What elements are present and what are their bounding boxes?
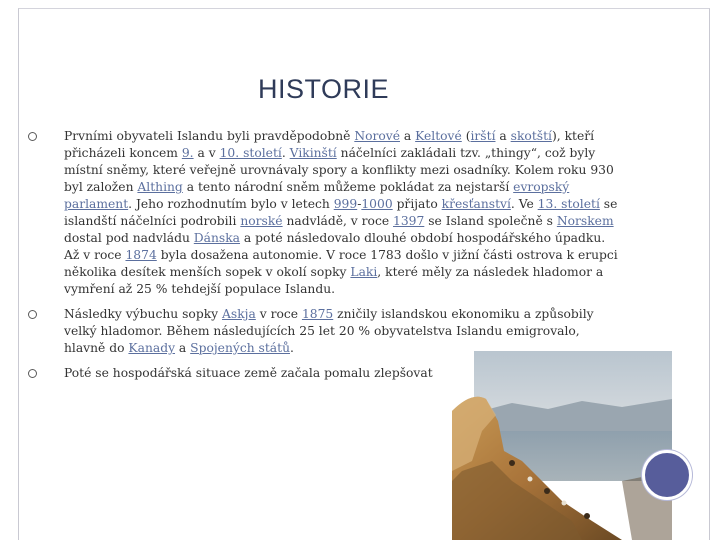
bullet-item: [28, 306, 622, 357]
wiki-link[interactable]: Vikinští: [289, 146, 337, 160]
wiki-link[interactable]: Keltové: [415, 129, 462, 143]
text-run: v roce: [255, 307, 302, 321]
wiki-link[interactable]: Spojených států: [190, 341, 290, 355]
text-run: a poté následovalo dlouhé období hospodářského úpadku. Až v roce: [64, 231, 606, 262]
slide-title: HISTORIE: [258, 74, 390, 104]
bullet-icon: [28, 132, 37, 141]
bullet-icon: [28, 310, 37, 319]
text-run: ), kteří přicházeli koncem: [64, 129, 595, 160]
wiki-link[interactable]: křesťanství: [441, 197, 511, 211]
wiki-link[interactable]: irští: [470, 129, 496, 143]
wiki-link[interactable]: 9.: [181, 146, 194, 160]
text-run: a v: [193, 146, 220, 160]
text-run: (: [461, 129, 471, 143]
text-run: -: [357, 197, 362, 211]
decorative-circle-icon: [642, 450, 692, 500]
wiki-link[interactable]: 10. století: [219, 146, 282, 160]
text-run: zničily islandskou ekonomiku a způsobily velký hladomor. Během následujících 25 let 20 % obyvatelstva Islandu emigrovalo, hlavně do: [64, 307, 594, 355]
text-run: dostal pod nadvládu: [64, 231, 194, 245]
wiki-link[interactable]: Laki: [350, 265, 378, 279]
wiki-link[interactable]: 1874: [125, 248, 157, 262]
wiki-link[interactable]: norské: [240, 214, 283, 228]
bullet-text: [64, 129, 618, 296]
landscape-painting-image: [452, 351, 672, 540]
wiki-link[interactable]: evropský: [513, 180, 570, 194]
wiki-link[interactable]: 1875: [301, 307, 334, 321]
text-run: nadvládě, v roce: [282, 214, 394, 228]
text-run: Prvními obyvateli Islandu byli pravděpodobně: [64, 129, 355, 143]
text-run: , které měly za následek hladomor a vymření až 25 % tehdejší populace Islandu.: [64, 265, 604, 296]
wiki-link[interactable]: Norskem: [556, 214, 614, 228]
text-run: a tento národní sněm můžeme pokládat za nejstarší: [182, 180, 514, 194]
bullet-text: [64, 366, 433, 380]
wiki-link[interactable]: 1000: [361, 197, 393, 211]
wiki-link[interactable]: 1397: [393, 214, 425, 228]
text-run: byla dosažena autonomie. V roce 1783 došlo v jižní části ostrova k erupci několika desítek menších sopek v okolí sopky: [64, 248, 618, 279]
text-run: Následky výbuchu sopky: [64, 307, 223, 321]
text-run: a: [175, 341, 191, 355]
wiki-link[interactable]: 999: [333, 197, 358, 211]
wiki-link[interactable]: Kanady: [128, 341, 176, 355]
wiki-link[interactable]: Dánska: [193, 231, 241, 245]
text-run: .: [290, 341, 294, 355]
text-run: . Ve: [510, 197, 538, 211]
bullet-item: [28, 128, 622, 298]
wiki-link[interactable]: 13. století: [537, 197, 600, 211]
wiki-link[interactable]: Althing: [137, 180, 183, 194]
text-run: . Jeho rozhodnutím bylo v letech: [128, 197, 334, 211]
wiki-link[interactable]: Askja: [222, 307, 256, 321]
text-run: se islandští náčelníci podrobili: [64, 197, 618, 228]
bullet-text: [64, 307, 594, 355]
text-run: a: [399, 129, 416, 143]
wiki-link[interactable]: skotští: [510, 129, 552, 143]
text-run: a: [495, 129, 511, 143]
text-run: Poté se hospodářská situace země začala pomalu zlepšovat: [64, 366, 433, 380]
text-run: se Island společně s: [424, 214, 557, 228]
wiki-link[interactable]: Norové: [354, 129, 400, 143]
wiki-link[interactable]: parlament: [64, 197, 129, 211]
text-run: .: [281, 146, 290, 160]
bullet-icon: [28, 369, 37, 378]
text-run: náčelníci zakládali tzv. „thingy“, což byly místní sněmy, které veřejně urovnávaly spory a konflikty mezi osadníky. Kolem roku 930 byl založen: [64, 146, 614, 194]
text-run: přijato: [392, 197, 442, 211]
